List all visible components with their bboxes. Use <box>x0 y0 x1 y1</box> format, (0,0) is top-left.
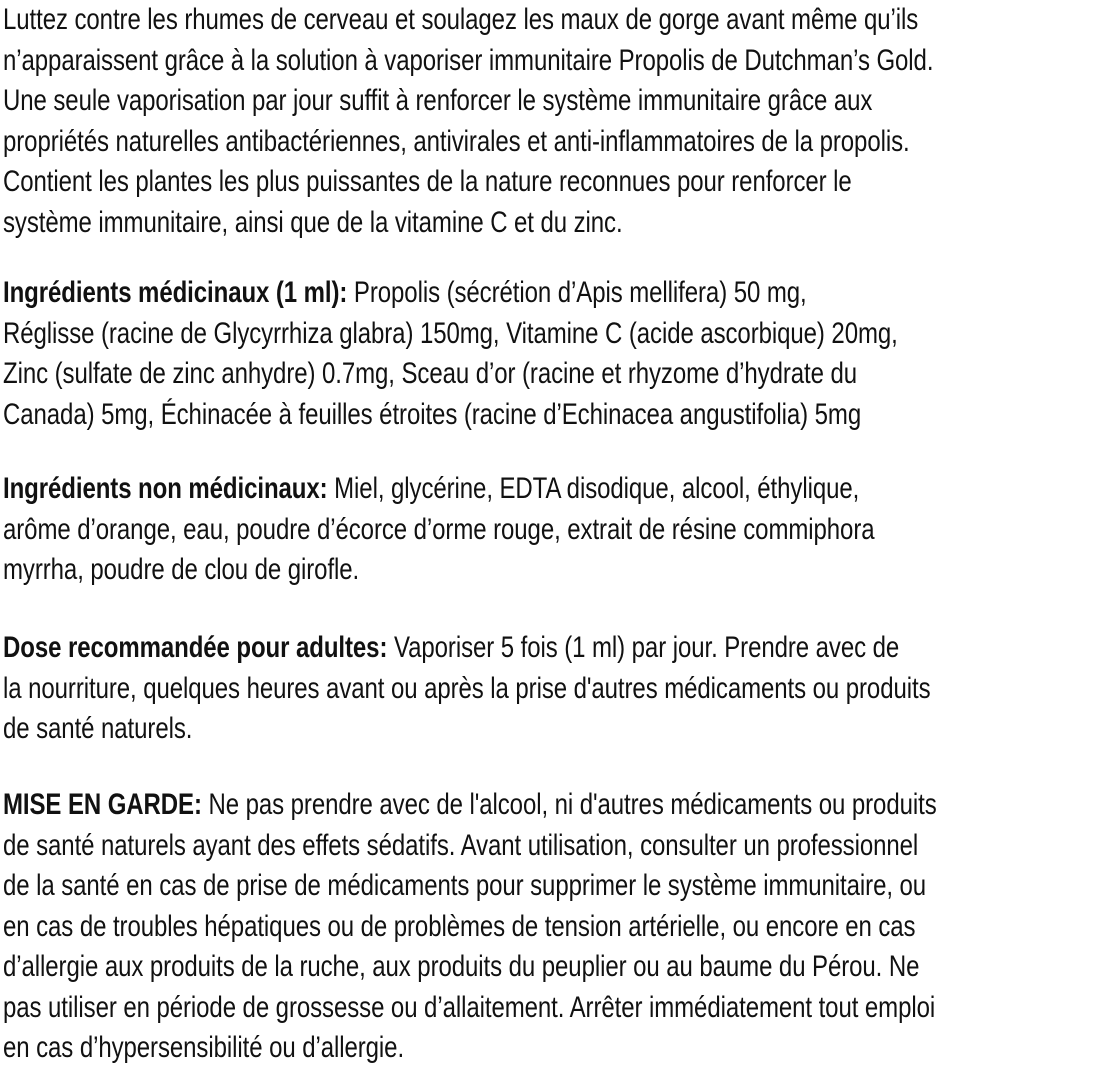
intro-line: Une seule vaporisation par jour suffit à renforcer le système immunitaire grâce aux <box>3 84 873 117</box>
medicinal-ingredients-line: Réglisse (racine de Glycyrrhiza glabra) 150mg, Vitamine C (acide ascorbique) 20mg, <box>3 316 898 350</box>
medicinal-ingredients-line: Canada) 5mg, Échinacée à feuilles étroites (racine d’Echinacea angustifolia) 5mg <box>3 397 862 431</box>
medicinal-ingredients-first-line <box>3 273 898 314</box>
warning-text: Ne pas prendre avec de l'alcool, ni d'autres médicaments ou produits <box>201 788 937 821</box>
intro-line: propriétés naturelles antibactériennes, antivirales et anti-inflammatoires de la propolis. <box>3 124 910 158</box>
intro-paragraph <box>3 0 1094 243</box>
warning-section <box>3 785 1094 1069</box>
warning-line: de la santé en cas de prise de médicaments pour supprimer le système immunitaire, ou <box>3 869 927 902</box>
medicinal-ingredients-label: Ingrédients médicinaux (1 ml): <box>3 276 348 309</box>
warning-line: pas utiliser en période de grossesse ou d’allaitement. Arrêter immédiatement tout emploi <box>3 990 936 1024</box>
medicinal-ingredients-line: Zinc (sulfate de zinc anhydre) 0.7mg, Sceau d’or (racine et rhyzome d’hydrate du <box>3 357 858 390</box>
non-medicinal-ingredients-label: Ingrédients non médicinaux: <box>3 472 328 505</box>
adult-dose-section <box>3 628 1094 750</box>
non-medicinal-ingredients-text: Miel, glycérine, EDTA disodique, alcool, éthylique, <box>327 472 860 505</box>
adult-dose-text: Vaporiser 5 fois (1 ml) par jour. Prendre avec de <box>387 631 900 664</box>
non-medicinal-ingredients-line: arôme d’orange, eau, poudre d’écorce d’orme rouge, extrait de résine commiphora <box>3 512 875 546</box>
warning-line: en cas d’hypersensibilité ou d’allergie. <box>3 1031 405 1064</box>
warning-line: en cas de troubles hépatiques ou de problèmes de tension artérielle, ou encore en cas <box>3 909 916 943</box>
intro-line: n’apparaissent grâce à la solution à vaporiser immunitaire Propolis de Dutchman’s Gold. <box>3 43 934 77</box>
non-medicinal-ingredients-section <box>3 469 1092 591</box>
warning-line: d’allergie aux produits de la ruche, aux produits du peuplier ou au baume du Pérou. Ne <box>3 950 920 983</box>
intro-line: Luttez contre les rhumes de cerveau et soulagez les maux de gorge avant même qu’ils <box>3 3 919 36</box>
warning-first-line <box>3 785 937 826</box>
adult-dose-label: Dose recommandée pour adultes: <box>3 631 388 664</box>
intro-line: Contient les plantes les plus puissantes de la nature reconnues pour renforcer le <box>3 165 852 198</box>
warning-line: de santé naturels ayant des effets sédatifs. Avant utilisation, consulter un professionnel <box>3 828 919 862</box>
medicinal-ingredients-text: Propolis (sécrétion d’Apis mellifera) 50 mg, <box>347 276 807 309</box>
adult-dose-line: la nourriture, quelques heures avant ou après la prise d'autres médicaments ou produits <box>3 671 931 705</box>
non-medicinal-ingredients-line: myrrha, poudre de clou de girofle. <box>3 553 360 586</box>
warning-label: MISE EN GARDE: <box>3 788 202 821</box>
adult-dose-line: de santé naturels. <box>3 712 193 745</box>
medicinal-ingredients-section <box>3 273 1094 435</box>
non-medicinal-ingredients-first-line <box>3 469 875 510</box>
adult-dose-first-line <box>3 628 931 669</box>
intro-line: système immunitaire, ainsi que de la vitamine C et du zinc. <box>3 205 623 239</box>
